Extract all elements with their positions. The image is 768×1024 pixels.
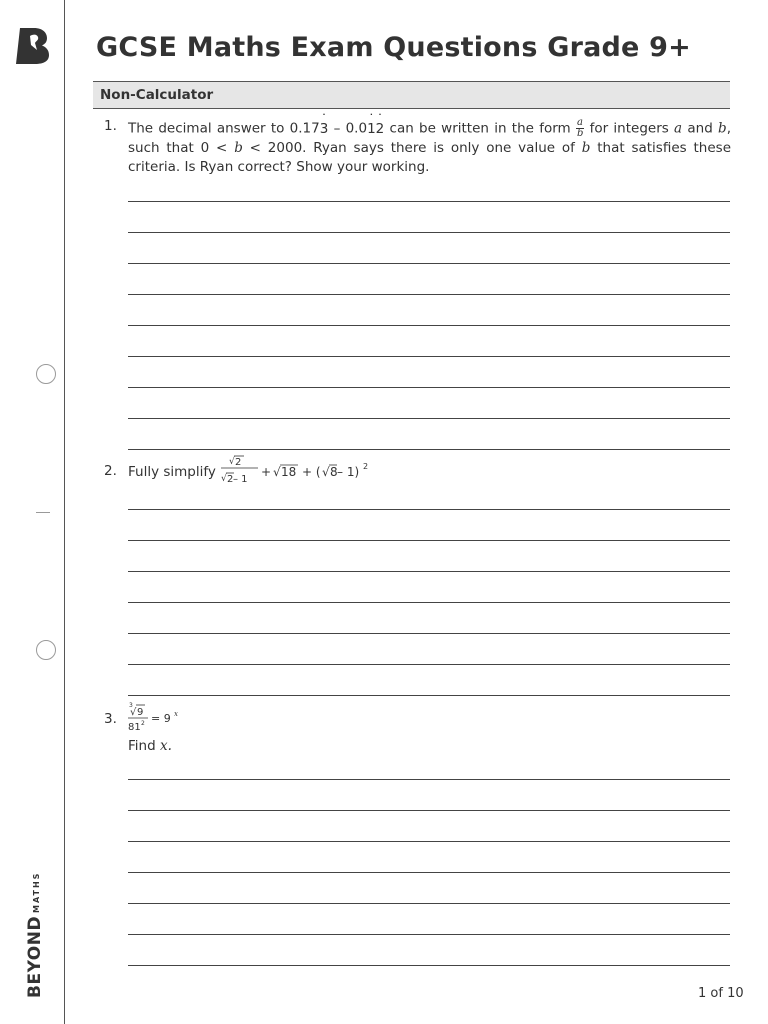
brand-word-sub: MATHS <box>32 871 41 913</box>
answer-line[interactable] <box>128 841 730 842</box>
binder-hole-top <box>36 364 56 384</box>
q2-tail: – 1) <box>337 465 360 479</box>
answer-line[interactable] <box>128 325 730 326</box>
question-2-expression <box>218 454 393 490</box>
q3-find-variable: x. <box>159 738 172 754</box>
svg-text:√: √ <box>130 707 137 718</box>
page-title: GCSE Maths Exam Questions Grade 9+ <box>96 32 691 63</box>
answer-line[interactable] <box>128 201 730 202</box>
answer-line[interactable] <box>128 232 730 233</box>
q3-rhs: = 9 <box>151 712 171 725</box>
answer-line[interactable] <box>128 779 730 780</box>
section-label: Non-Calculator <box>100 87 214 103</box>
page-number: 1 of 10 <box>698 986 744 1001</box>
q1-segment: The decimal answer to 0.17 <box>128 120 320 137</box>
q2-frac-den-tail: – 1 <box>233 474 248 485</box>
q1-variable: b <box>581 140 591 156</box>
q3-denominator-exponent: 2 <box>141 720 145 727</box>
question-3-instruction <box>128 737 172 756</box>
q1-segment: – 0.0 <box>328 120 368 137</box>
q1-segment: , such that 0 < <box>128 120 731 156</box>
answer-line[interactable] <box>128 810 730 811</box>
q1-variable: b <box>718 120 727 137</box>
q2-plus-paren: + ( <box>302 465 321 479</box>
svg-text:√: √ <box>221 474 227 484</box>
answer-line[interactable] <box>128 540 730 541</box>
q3-find-text: Find <box>128 738 156 754</box>
binder-hole-bottom <box>36 640 56 660</box>
q1-recurring-digit: 3 ˙ <box>320 120 329 139</box>
answer-line[interactable] <box>128 263 730 264</box>
q1-recurring-digit: 1 ˙ <box>367 120 376 139</box>
answer-line[interactable] <box>128 418 730 419</box>
q3-cube-root-index: 3 <box>129 702 133 709</box>
q1-variable: a <box>674 120 683 137</box>
q1-segment: and <box>682 120 719 137</box>
question-2-number: 2. <box>104 463 117 479</box>
q1-fraction-denominator: b <box>576 128 584 139</box>
q2-radicand-8: 8 <box>330 465 338 479</box>
q2-exponent: 2 <box>363 462 369 471</box>
q1-segment: that satisfies these criteria. Is Ryan correct? Show your working. <box>128 140 731 175</box>
question-1-number: 1. <box>104 118 117 134</box>
answer-line[interactable] <box>128 695 730 696</box>
answer-line[interactable] <box>128 602 730 603</box>
svg-text:√: √ <box>322 465 330 479</box>
question-3-number: 3. <box>104 711 117 727</box>
answer-line[interactable] <box>128 965 730 966</box>
beyond-b-logo-icon <box>16 26 50 64</box>
q1-segment: < 2000. Ryan says there is only one value of <box>242 140 582 156</box>
q3-cube-root-radicand: 9 <box>137 707 144 718</box>
answer-line[interactable] <box>128 934 730 935</box>
q1-fraction-numerator: a <box>576 117 583 128</box>
binding-margin-line <box>64 0 65 1024</box>
answer-line[interactable] <box>128 294 730 295</box>
answer-line[interactable] <box>128 509 730 510</box>
answer-line[interactable] <box>128 356 730 357</box>
q3-rhs-exponent: x <box>174 710 178 718</box>
question-2-lead: Fully simplify <box>128 464 216 480</box>
answer-line[interactable] <box>128 387 730 388</box>
q3-denominator-base: 81 <box>128 722 141 733</box>
q1-variable: b <box>234 140 243 156</box>
answer-line[interactable] <box>128 449 730 450</box>
q1-segment: can be written in the form <box>384 120 576 137</box>
q1-segment: for integers <box>584 120 675 137</box>
q2-frac-num-radicand: 2 <box>235 457 242 468</box>
question-1-text <box>128 118 731 177</box>
q2-plus: + <box>261 465 272 479</box>
svg-text:√: √ <box>273 465 281 479</box>
q2-frac-den-radicand: 2 <box>227 474 234 485</box>
fold-mark <box>36 512 50 513</box>
brand-word-main: BEYOND <box>25 915 45 998</box>
answer-line[interactable] <box>128 633 730 634</box>
answer-line[interactable] <box>128 571 730 572</box>
q1-recurring-digit: 2 ˙ <box>376 120 385 139</box>
answer-line[interactable] <box>128 872 730 873</box>
answer-line[interactable] <box>128 664 730 665</box>
q2-radicand-18: 18 <box>281 465 297 479</box>
section-header <box>93 81 730 109</box>
question-3-equation <box>126 700 196 734</box>
answer-line[interactable] <box>128 903 730 904</box>
svg-text:√: √ <box>229 457 235 467</box>
